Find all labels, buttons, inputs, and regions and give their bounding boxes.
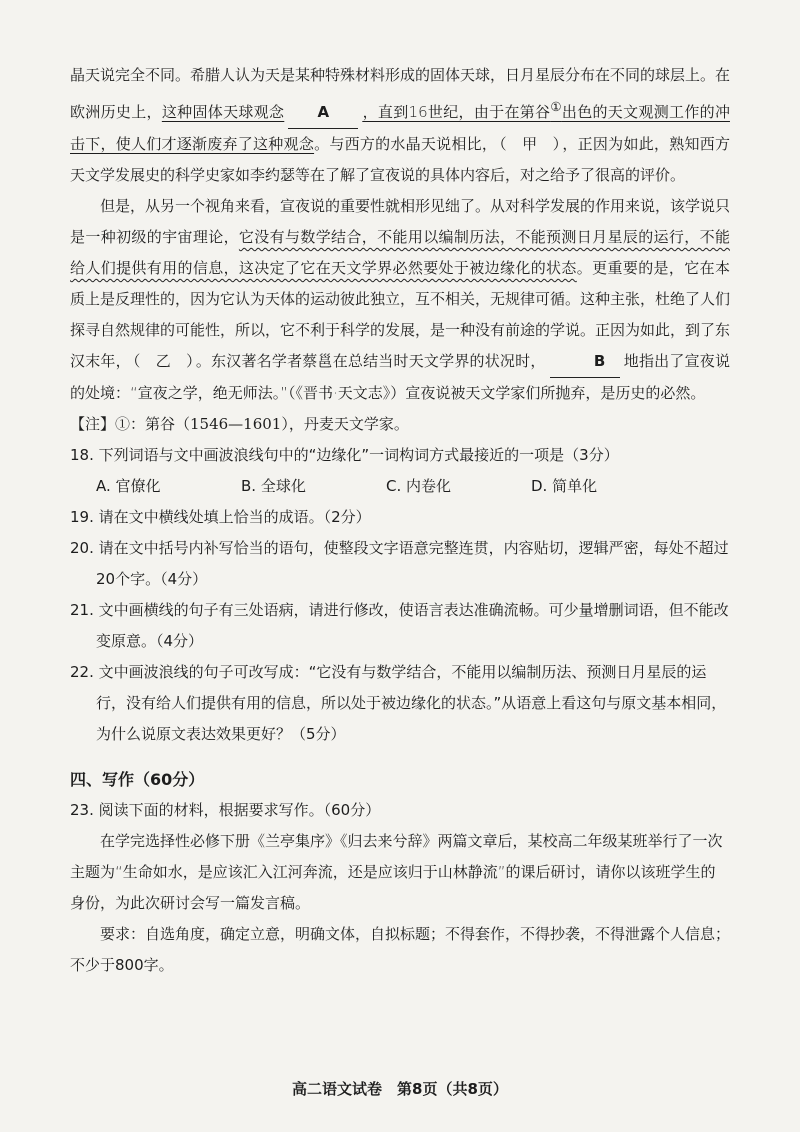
paren-yi: （ 乙 ） xyxy=(132,352,194,370)
question-21: 21. 文中画横线的句子有三处语病，请进行修改，使语言表达准确流畅。可少量增删词语，但不能改变原意。（4分） xyxy=(70,601,729,650)
footnote-marker: ① xyxy=(550,99,562,114)
option-b: B. 全球化 xyxy=(241,477,306,495)
question-20: 20. 请在文中括号内补写恰当的语句，使整段文字语意完整连贯，内容贴切，逻辑严密，每处不超过20个字。（4分） xyxy=(70,539,729,588)
blank-A: A xyxy=(288,97,358,129)
question-18: 18. 下列词语与文中画波浪线句中的“边缘化”一词构词方式最接近的一项是（3分） xyxy=(70,446,619,464)
question-22: 22. 文中画波浪线的句子可改写成：“它没有与数学结合，不能用以编制历法、预测日月星辰的运行，没有给人们提供有用的信息，所以处于被边缘化的状态。”从语意上看这句与原文基本相同，为什么说原文表达效果更好？（5分） xyxy=(70,663,727,743)
passage-text: 晶天说完全不同。希腊人认为天是某种特殊材料形成的固体天球，日月星辰分布在不同的球层上。在欧洲历史上， xyxy=(70,66,731,121)
paren-jia: （ 甲 ） xyxy=(499,135,561,153)
passage-paragraph-1: 晶天说完全不同。希腊人认为天是某种特殊材料形成的固体天球，日月星辰分布在不同的球层上。在欧洲历史上，这种固体天球观念 A ，直到16世纪，由于在第谷①出色的天文观测工作的冲击下，使人们才逐渐废弃了这种观念。与西方的水晶天说相比， （ 甲 ） ，正因为如此，熟知西方天文学发展史的科学史家如李约瑟等在了解了宣夜说的具体内容后，对之给予了很高的评价。 xyxy=(70,66,731,184)
passage-paragraph-2: 但是，从另一个视角来看，宣夜说的重要性就相形见绌了。从对科学发展的作用来说，该学说只是一种初级的宇宙理论，它没有与数学结合，不能用以编制历法，不能预测日月星辰的运行，不能给人们提供有用的信息，这决定了它在天文学界必然要处于被边缘化的状态。更重要的是，它在本质上是反理性的，因为它认为天体的运动彼此独立，互不相关，无规律可循。这种主张，杜绝了人们探寻自然规律的可能性，所以，它不利于科学的发展，是一种没有前途的学说。正因为如此，到了东汉末年， （ 乙 ） 。东汉著名学者蔡邕在总结当时天文学界的状况时， B 地指出了宣夜说的处境：“宣夜之学，绝无师法。”（《晋书·天文志》）宣夜说被天文学家们所抛弃，是历史的必然。 xyxy=(70,197,731,402)
option-c: C. 内卷化 xyxy=(386,477,452,495)
question-19: 19. 请在文中横线处填上恰当的成语。（2分） xyxy=(70,508,371,526)
section-title-writing: 四、写作（60分） xyxy=(70,770,205,789)
writing-material: 在学完选择性必修下册《兰亭集序》《归去来兮辞》两篇文章后，某校高二年级某班举行了一次主题为“生命如水，是应该汇入江河奔流，还是应该归于山林静流”的课后研讨，请你以该班学生的身份，为此次研讨会写一篇发言稿。 xyxy=(70,832,723,912)
blank-B: B xyxy=(550,346,620,378)
option-a: A. 官僚化 xyxy=(96,477,161,495)
option-d: D. 简单化 xyxy=(531,477,598,495)
footnote: 【注】①：第谷（1546—1601），丹麦天文学家。 xyxy=(70,415,409,433)
question-23: 23. 阅读下面的材料，根据要求写作。（60分） xyxy=(70,801,381,819)
wavy-underlined-sentence: 它没有与数学结合，不能用以编制历法，不能预测日月星辰的运行，不能给人们提供有用的信息，这决定了它在天文学界必然要处于被边缘化的状态 xyxy=(70,228,730,277)
exam-page xyxy=(70,60,730,981)
question-18-options xyxy=(70,471,730,502)
page-footer: 高二语文试卷 第8页（共8页） xyxy=(292,1080,508,1098)
underlined-sentence-part: 这种固体天球观念 A ，直到16世纪，由于在第谷①出色的天文观测工作的冲击下，使人们才逐渐废弃了这种观念 xyxy=(70,99,730,153)
writing-requirements: 要求：自选角度，确定立意，明确文体，自拟标题；不得套作，不得抄袭，不得泄露个人信息；不少于800字。 xyxy=(70,925,731,974)
